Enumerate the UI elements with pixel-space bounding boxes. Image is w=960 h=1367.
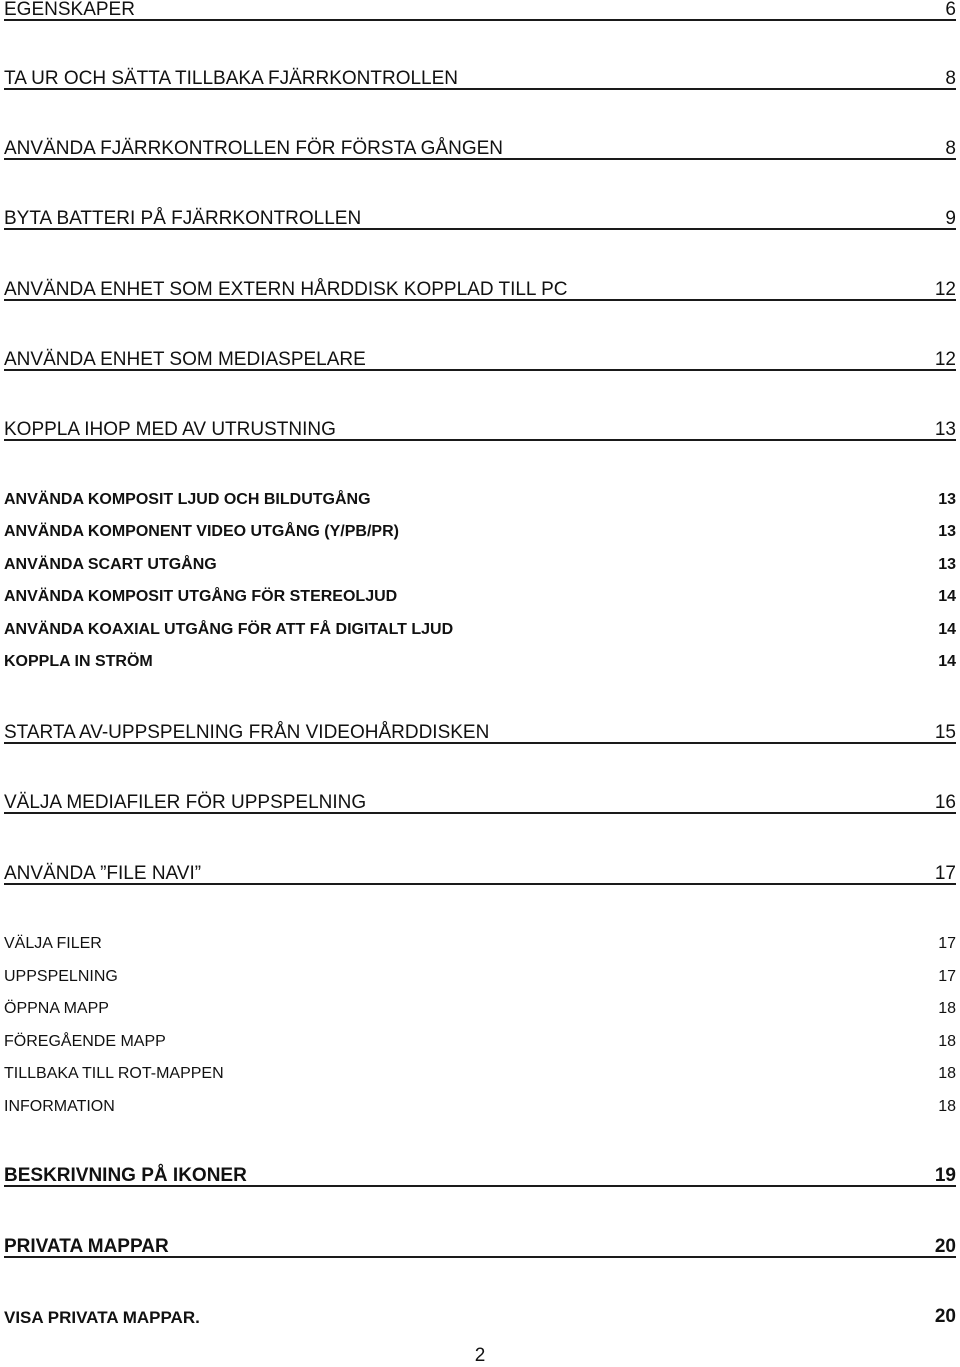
toc-entry-page: 13	[934, 419, 956, 440]
toc-entry-title: VÄLJA MEDIAFILER FÖR UPPSPELNING	[4, 792, 367, 813]
toc-entry-title: ANVÄNDA ENHET SOM EXTERN HÅRDDISK KOPPLAD TILL PC	[4, 279, 568, 300]
toc-entry[interactable]	[4, 862, 956, 885]
toc-entry-page: 13	[938, 523, 956, 540]
toc-entry-page: 20	[934, 1236, 956, 1257]
toc-entry-page: 15	[934, 722, 956, 743]
toc-subentry[interactable]	[4, 933, 956, 952]
toc-entry-title: INFORMATION	[4, 1098, 115, 1115]
toc-entry-title: ANVÄNDA KOMPOSIT UTGÅNG FÖR STEREOLJUD	[4, 588, 398, 605]
toc-entry[interactable]	[4, 348, 956, 371]
toc-entry-title: ANVÄNDA KOAXIAL UTGÅNG FÖR ATT FÅ DIGITALT LJUD	[4, 621, 454, 638]
toc-entry-page: 17	[938, 968, 956, 985]
toc-entry-title: PRIVATA MAPPAR	[4, 1236, 169, 1257]
toc-entry-page: 12	[934, 349, 956, 370]
toc-entry-page: 19	[934, 1165, 956, 1186]
toc-entry-title: VISA PRIVATA MAPPAR.	[4, 1308, 200, 1327]
toc-entry-page: 18	[938, 1065, 956, 1082]
toc-entry-page: 17	[938, 935, 956, 952]
toc-entry-title: ANVÄNDA ”FILE NAVI”	[4, 863, 202, 884]
toc-entry-page: 8	[945, 138, 956, 159]
toc-entry-title: ANVÄNDA FJÄRRKONTROLLEN FÖR FÖRSTA GÅNGEN	[4, 138, 504, 159]
toc-entry-page: 16	[934, 792, 956, 813]
toc-subentry[interactable]	[4, 1306, 956, 1326]
toc-entry[interactable]	[4, 137, 956, 160]
toc-entry-page: 18	[938, 1033, 956, 1050]
toc-entry[interactable]	[4, 418, 956, 441]
toc-subentry[interactable]	[4, 1096, 956, 1115]
toc-entry-title: STARTA AV-UPPSPELNING FRÅN VIDEOHÅRDDISKEN	[4, 722, 490, 743]
toc-entry-title: TILLBAKA TILL ROT-MAPPEN	[4, 1065, 224, 1082]
toc-subentry[interactable]	[4, 587, 956, 605]
toc-entry-page: 13	[938, 556, 956, 573]
toc-entry-title: BESKRIVNING PÅ IKONER	[4, 1165, 247, 1186]
toc-entry-page: 14	[938, 588, 956, 605]
toc-entry-title: ANVÄNDA KOMPONENT VIDEO UTGÅNG (Y/PB/PR)	[4, 523, 399, 540]
toc-entry-page: 14	[938, 621, 956, 638]
toc-entry-title: FÖREGÅENDE MAPP	[4, 1033, 166, 1050]
toc-entry[interactable]	[4, 1164, 956, 1187]
toc-entry-page: 13	[938, 491, 956, 508]
page-number: 2	[474, 1345, 486, 1366]
toc-entry-page: 17	[934, 863, 956, 884]
toc-subentry[interactable]	[4, 1063, 956, 1082]
toc-entry-title: TA UR OCH SÄTTA TILLBAKA FJÄRRKONTROLLEN	[4, 68, 458, 89]
toc-entry-title: ANVÄNDA SCART UTGÅNG	[4, 556, 217, 573]
toc-entry-page: 8	[945, 68, 956, 89]
toc-entry[interactable]	[4, 1235, 956, 1258]
toc-entry[interactable]	[4, 207, 956, 230]
toc-entry-title: KOPPLA IN STRÖM	[4, 653, 153, 670]
toc-subentry[interactable]	[4, 966, 956, 985]
toc-subentry[interactable]	[4, 652, 956, 670]
toc-entry-title: EGENSKAPER	[4, 0, 135, 20]
toc-entry[interactable]	[4, 791, 956, 814]
toc-entry[interactable]	[4, 67, 956, 90]
toc-entry-title: VÄLJA FILER	[4, 935, 102, 952]
toc-subentry[interactable]	[4, 555, 956, 573]
toc-entry-title: BYTA BATTERI PÅ FJÄRRKONTROLLEN	[4, 208, 362, 229]
toc-entry-title: ANVÄNDA KOMPOSIT LJUD OCH BILDUTGÅNG	[4, 491, 371, 508]
toc-entry[interactable]	[4, 278, 956, 301]
toc-entry-title: UPPSPELNING	[4, 968, 118, 985]
toc-entry-page: 6	[945, 0, 956, 20]
toc-entry-title: ANVÄNDA ENHET SOM MEDIASPELARE	[4, 349, 366, 370]
toc-entry-page: 12	[934, 279, 956, 300]
toc-subentry[interactable]	[4, 1031, 956, 1050]
toc-subentry[interactable]	[4, 998, 956, 1017]
toc-subentry[interactable]	[4, 490, 956, 508]
toc-entry-page: 18	[938, 1098, 956, 1115]
toc-entry-page: 20	[934, 1306, 956, 1327]
toc-entry-egenskaper[interactable]	[4, 0, 956, 21]
toc-entry[interactable]	[4, 721, 956, 744]
toc-subentry[interactable]	[4, 620, 956, 638]
toc-entry-page: 18	[938, 1000, 956, 1017]
toc-entry-title: KOPPLA IHOP MED AV UTRUSTNING	[4, 419, 336, 440]
toc-entry-title: ÖPPNA MAPP	[4, 1000, 109, 1017]
toc-subentry[interactable]	[4, 522, 956, 540]
toc-entry-page: 14	[938, 653, 956, 670]
toc-entry-page: 9	[945, 208, 956, 229]
